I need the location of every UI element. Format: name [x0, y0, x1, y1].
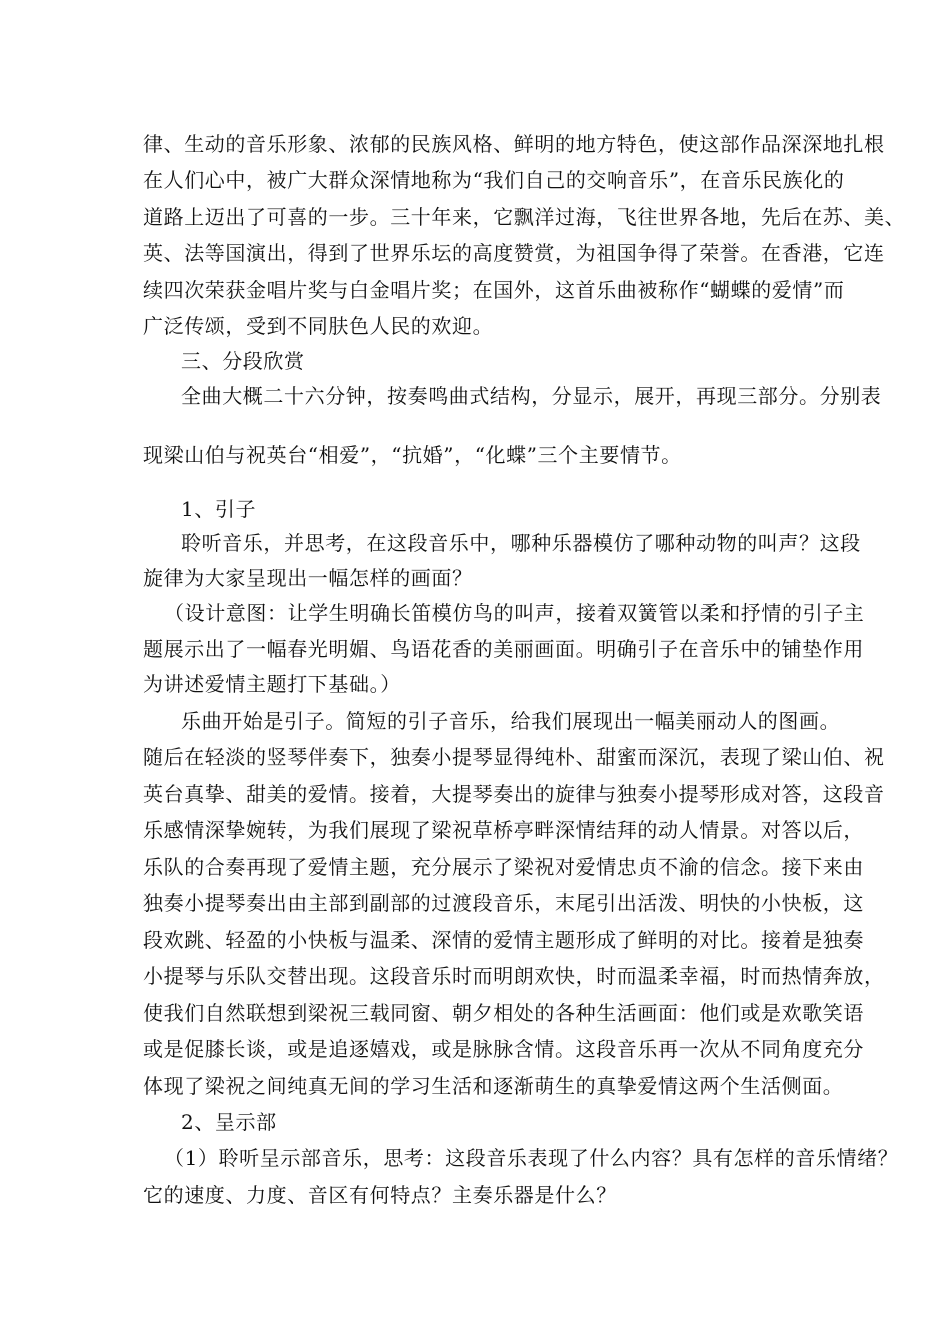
paragraph-line: 英、法等国演出，得到了世界乐坛的高度赞赏，为祖国争得了荣誉。在香港，它连 [143, 241, 885, 265]
design-note-line: 题展示出了一幅春光明媚、鸟语花香的美丽画面。明确引子在音乐中的铺垫作用 [143, 637, 864, 661]
paragraph-line: 段欢跳、轻盈的小快板与温柔、深情的爱情主题形成了鲜明的对比。接着是独奏 [143, 928, 864, 952]
subsection-heading: 2、呈示部 [181, 1110, 277, 1134]
subsection-heading: 1、引子 [181, 497, 257, 521]
paragraph-line: 使我们自然联想到梁祝三载同窗、朝夕相处的各种生活画面：他们或是欢歌笑语 [143, 1001, 864, 1025]
paragraph-line: 体现了梁祝之间纯真无间的学习生活和逐渐萌生的真挚爱情这两个生活侧面。 [143, 1074, 844, 1098]
paragraph-line: 续四次荣获金唱片奖与白金唱片奖；在国外，这首乐曲被称作“蝴蝶的爱情”而 [143, 278, 845, 302]
design-note-line: 为讲述爱情主题打下基础。） [143, 672, 401, 696]
section-heading: 三、分段欣赏 [181, 349, 305, 373]
paragraph-line: 现梁山伯与祝英台“相爱”，“抗婚”，“化蝶”三个主要情节。 [143, 443, 682, 467]
paragraph-line: 道路上迈出了可喜的一步。三十年来，它飘洋过海，飞往世界各地，先后在苏、美、 [143, 205, 906, 229]
paragraph-line: 旋律为大家呈现出一幅怎样的画面？ [143, 566, 473, 590]
paragraph-line: 乐队的合奏再现了爱情主题，充分展示了梁祝对爱情忠贞不渝的信念。接下来由 [143, 855, 864, 879]
design-note-line: （设计意图：让学生明确长笛模仿鸟的叫声，接着双簧管以柔和抒情的引子主 [164, 601, 865, 625]
question-line: （1）聆听呈示部音乐，思考：这段音乐表现了什么内容？具有怎样的音乐情绪？ [164, 1146, 899, 1170]
question-line: 它的速度、力度、音区有何特点？主奏乐器是什么？ [143, 1183, 617, 1207]
paragraph-line: 随后在轻淡的竖琴伴奏下，独奏小提琴显得纯朴、甜蜜而深沉，表现了梁山伯、祝 [143, 745, 885, 769]
paragraph-line: 全曲大概二十六分钟，按奏鸣曲式结构，分显示，展开，再现三部分。分别表 [181, 384, 882, 408]
paragraph-line: 聆听音乐，并思考，在这段音乐中，哪种乐器模仿了哪种动物的叫声？这段 [181, 531, 861, 555]
paragraph-line: 英台真挚、甜美的爱情。接着，大提琴奏出的旋律与独奏小提琴形成对答，这段音 [143, 782, 885, 806]
paragraph-line: 乐曲开始是引子。简短的引子音乐，给我们展现出一幅美丽动人的图画。 [181, 709, 841, 733]
paragraph-line: 小提琴与乐队交替出现。这段音乐时而明朗欢快，时而温柔幸福，时而热情奔放， [143, 964, 885, 988]
paragraph-line: 广泛传颂，受到不同肤色人民的欢迎。 [143, 314, 494, 338]
paragraph-line: 或是促膝长谈，或是追逐嬉戏，或是脉脉含情。这段音乐再一次从不同角度充分 [143, 1037, 864, 1061]
paragraph-line: 独奏小提琴奏出由主部到副部的过渡段音乐，末尾引出活泼、明快的小快板，这 [143, 891, 864, 915]
paragraph-line: 在人们心中，被广大群众深情地称为“我们自己的交响音乐”，在音乐民族化的 [143, 168, 845, 192]
paragraph-line: 律、生动的音乐形象、浓郁的民族风格、鲜明的地方特色，使这部作品深深地扎根 [143, 132, 885, 156]
paragraph-line: 乐感情深挚婉转，为我们展现了梁祝草桥亭畔深情结拜的动人情景。对答以后， [143, 818, 864, 842]
